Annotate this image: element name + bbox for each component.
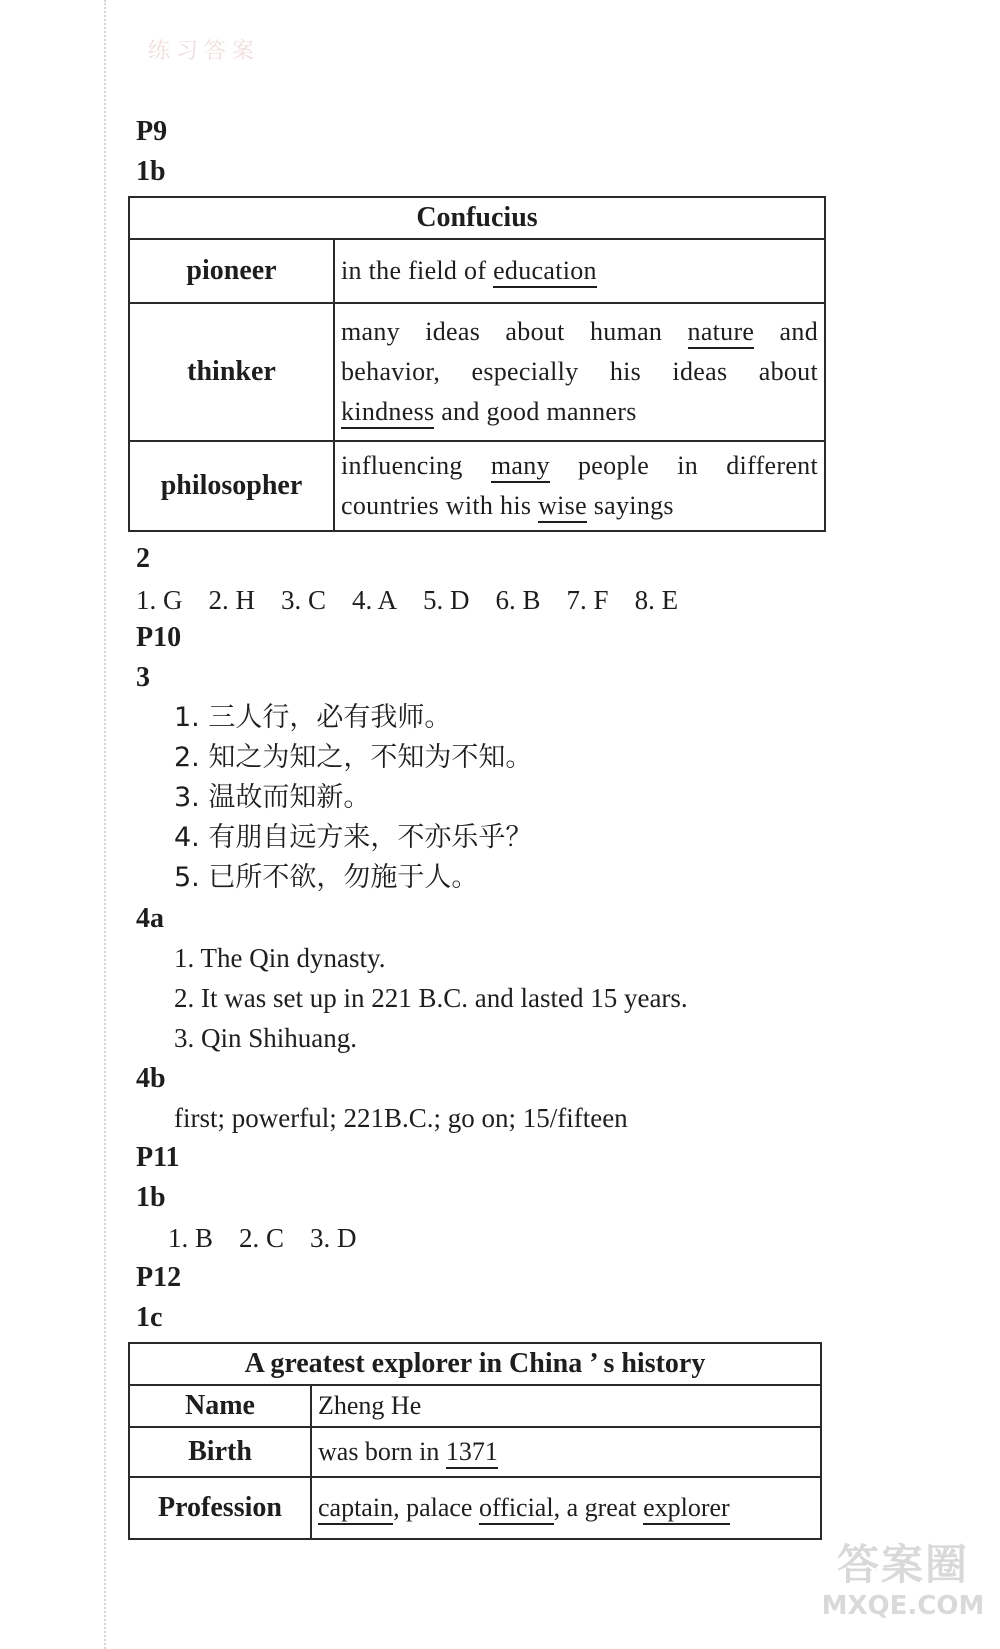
table-row (129, 303, 825, 441)
row-content-pioneer: in the field of education (334, 239, 825, 303)
row-content-name: Zheng He (311, 1385, 821, 1427)
list-item: 4. A (352, 585, 398, 615)
explorer-table (128, 1342, 822, 1540)
page-heading-p12: P12 (136, 1262, 182, 1293)
page-heading-p9: P9 (136, 116, 168, 147)
list-item: 3. 温故而知新。 (174, 782, 371, 813)
list-item: 1. The Qin dynasty. (174, 943, 386, 973)
page-heading-p11: P11 (136, 1142, 180, 1173)
exercise-heading-4b: 4b (136, 1063, 166, 1094)
list-item: 1. G (136, 585, 183, 615)
page-heading-p10: P10 (136, 622, 182, 653)
table-row (129, 239, 825, 303)
answer-blank: official (479, 1493, 554, 1525)
faint-page-header: 练习答案 (148, 39, 261, 64)
row-label-philosopher: philosopher (129, 441, 334, 531)
table-row (129, 441, 825, 531)
fill-in-answers: first; powerful; 221B.C.; go on; 15/fifteen (174, 1103, 628, 1133)
confucius-table-title: Confucius (129, 197, 825, 239)
row-label-birth: Birth (129, 1427, 311, 1477)
exercise-heading-1b: 1b (136, 1182, 166, 1213)
row-label-profession: Profession (129, 1477, 311, 1539)
row-label-name: Name (129, 1385, 311, 1427)
list-item: 2. 知之为知之，不知为不知。 (174, 742, 533, 773)
exercise-heading-3: 3 (136, 662, 150, 693)
list-item: 5. 已所不欲，勿施于人。 (174, 862, 479, 893)
list-item: 2. It was set up in 221 B.C. and lasted 15 years. (174, 983, 688, 1013)
list-item: 2. C (239, 1223, 285, 1253)
answer-blank: many (491, 451, 550, 483)
table-row (129, 1427, 821, 1477)
list-item: 2. H (208, 585, 255, 615)
list-item: 1. B (168, 1223, 214, 1253)
list-item: 6. B (495, 585, 541, 615)
list-item: 3. C (281, 585, 327, 615)
binding-margin-line (104, 0, 107, 1649)
table-row (129, 1385, 821, 1427)
list-item: 5. D (423, 585, 470, 615)
site-watermark-logo: 答案圈 MXQE.COM (821, 1540, 985, 1621)
answer-blank: wise (538, 491, 587, 523)
row-content-philosopher: influencing many people in different countries with his wise sayings (334, 441, 825, 531)
exercise-heading-1b: 1b (136, 156, 166, 187)
row-content-profession: captain, palace official, a great explorer (311, 1477, 821, 1539)
list-item: 1. 三人行，必有我师。 (174, 702, 452, 733)
list-item: 8. E (634, 585, 679, 615)
explorer-table-title: A greatest explorer in China ’ s history (129, 1343, 821, 1385)
list-item: 3. D (310, 1223, 357, 1253)
answer-blank: nature (688, 317, 755, 349)
answer-blank: kindness (341, 397, 434, 429)
row-label-pioneer: pioneer (129, 239, 334, 303)
answer-blank: education (493, 256, 597, 288)
answer-blank: 1371 (446, 1437, 498, 1469)
exercise-heading-1c: 1c (136, 1302, 163, 1333)
list-item: 4. 有朋自远方来，不亦乐乎？ (174, 822, 533, 853)
exercise-heading-4a: 4a (136, 903, 164, 934)
choice-answers (168, 1222, 383, 1254)
list-item: 7. F (566, 585, 609, 615)
matching-answers (136, 584, 704, 616)
row-content-thinker: many ideas about human nature and behavior, especially his ideas about kindness and good manners (334, 303, 825, 441)
answer-blank: explorer (643, 1493, 730, 1525)
list-item: 3. Qin Shihuang. (174, 1023, 358, 1053)
row-label-thinker: thinker (129, 303, 334, 441)
exercise-heading-2: 2 (136, 543, 150, 574)
confucius-table (128, 196, 826, 532)
table-row (129, 1477, 821, 1539)
answer-blank: captain (318, 1493, 393, 1525)
row-content-birth: was born in 1371 (311, 1427, 821, 1477)
